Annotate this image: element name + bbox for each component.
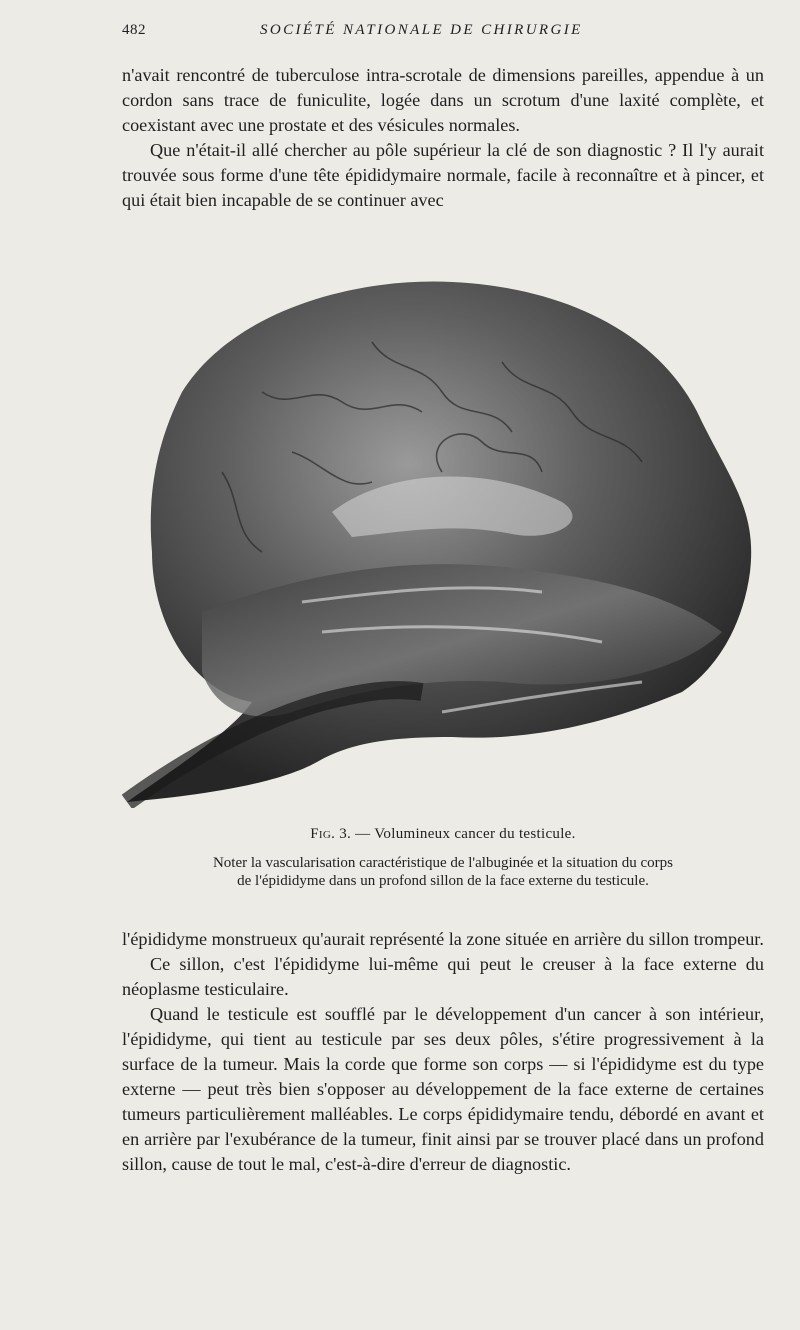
page-header xyxy=(122,20,764,44)
figure-photograph xyxy=(122,272,754,808)
top-text-block xyxy=(122,63,764,213)
figure-caption-title xyxy=(122,826,764,843)
tumor-specimen-photo xyxy=(122,272,754,808)
caption-note-line-1: Noter la vascularisation caractéristique de l'albuginée et la situation du corps xyxy=(212,855,674,871)
paragraph: Quand le testicule est soufflé par le développement d'un cancer à son intérieur, l'épididyme, qui tient au testicule par ses deux pôles, s'étire progressivement à la surface de la tumeur. Mais la corde que forme son corps — si l'épididyme est du type externe — peut très bien s'opposer au développement de la face externe de certaines tumeurs particulièrement malléables. Le corps épididymaire tendu, débordé en avant et en arrière par l'exubérance de la tumeur, finit ainsi par se trouver placé dans un profond sillon, cause de tout le mal, c'est-à-dire d'erreur de diagnostic. xyxy=(122,1004,764,1174)
paragraph-continued: l'épididyme monstrueux qu'aurait représenté la zone située en arrière du sillon trompeur. xyxy=(122,929,764,949)
caption-note-line-2: de l'épididyme dans un profond sillon de la face externe du testicule. xyxy=(237,873,649,889)
paragraph-continued: n'avait rencontré de tuberculose intra-scrotale de dimensions pareilles, appendue à un cordon sans trace de funiculite, logée dans un scrotum d'une laxité complète, et coexistant avec une prostate et des vésicules normales. xyxy=(122,65,764,135)
tumor-mass-shape xyxy=(127,282,751,802)
paragraph: Que n'était-il allé chercher au pôle supérieur la clé de son diagnostic ? Il l'y aurait trouvée sous forme d'une tête épididymaire normale, facile à reconnaître et à pincer, et qui était bien incapable de se continuer avec xyxy=(122,140,764,210)
figure-label: Fig. 3. xyxy=(310,826,352,842)
figure-title: — Volumineux cancer du testicule. xyxy=(351,826,576,842)
bottom-text-block xyxy=(122,927,764,1177)
running-title: SOCIÉTÉ NATIONALE DE CHIRURGIE xyxy=(260,22,583,38)
figure-caption-note xyxy=(122,854,764,890)
page-number: 482 xyxy=(122,22,146,38)
paragraph: Ce sillon, c'est l'épididyme lui-même qui peut le creuser à la face externe du néoplasme testiculaire. xyxy=(122,954,764,999)
